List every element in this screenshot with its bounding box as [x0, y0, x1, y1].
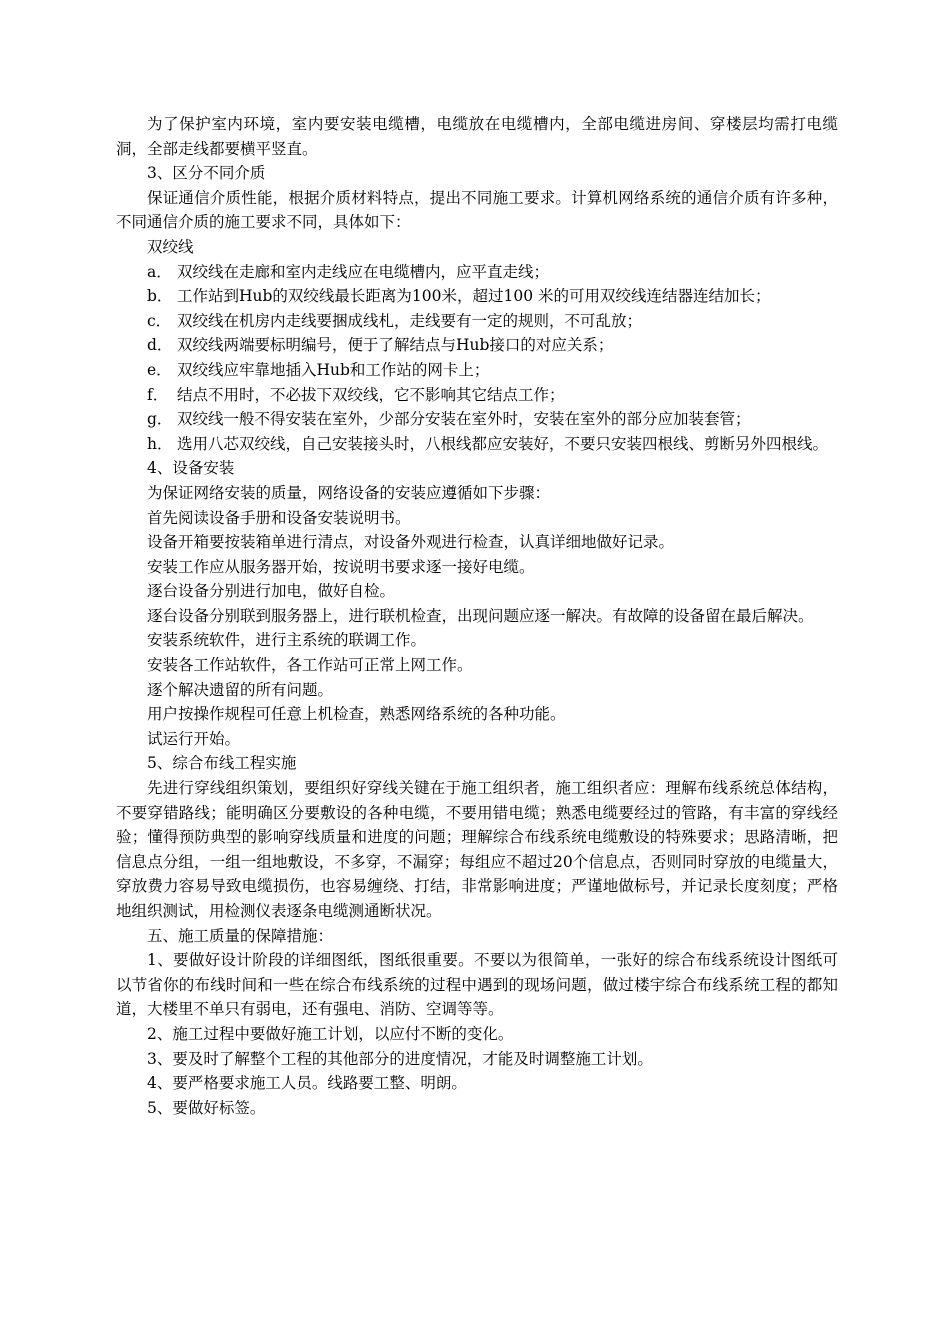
document-page — [116, 112, 838, 1120]
paragraph: 逐台设备分别进行加电，做好自检。 — [147, 582, 396, 601]
paragraph: 用户按操作规程可任意上机检查，熟悉网络系统的各种功能。 — [147, 705, 566, 724]
list-item — [116, 358, 838, 383]
section-heading: 五、施工质量的保障措施： — [147, 926, 334, 945]
list-item-text: 双绞线在走廊和室内走线应在电缆槽内，应平直走线； — [177, 262, 550, 281]
paragraph: 逐台设备分别联到服务器上，进行联机检查，出现问题应逐一解决。有故障的设备留在最后解决。 — [147, 606, 814, 625]
list-item — [116, 260, 838, 285]
list-marker: b． — [147, 287, 173, 306]
paragraph: 安装系统软件，进行主系统的联调工作。 — [147, 631, 427, 650]
paragraph: 3、要及时了解整个工程的其他部分的进度情况，才能及时调整施工计划。 — [147, 1049, 653, 1068]
paragraph: 先进行穿线组织策划，要组织好穿线关键在于施工组织者，施工组织者应：理解布线系统总体结构，不要穿错路线；能明确区分要敷设的各种电缆，不要用错电缆；熟悉电缆要经过的管路，有丰富的穿线经验；懂得预防典型的影响穿线质量和进度的问题；理解综合布线系统电缆敷设的特殊要求；思路清晰，把信息点分组，一组一组地敷设，不多穿，不漏穿；每组应不超过20个信息点，否则同时穿放的电缆量大，穿放费力容易导致电缆损伤，也容易缠绕、打结，非常影响进度；严谨地做标号，并记录长度刻度；严格地组织测试，用检测仪表逐条电缆测通断状况。 — [116, 779, 838, 920]
paragraph: 逐个解决遗留的所有问题。 — [147, 680, 334, 699]
list-item — [116, 432, 838, 457]
paragraph: 安装各工作站软件，各工作站可正常上网工作。 — [147, 656, 473, 675]
paragraph: 首先阅读设备手册和设备安装说明书。 — [147, 508, 411, 527]
list-item-text: 双绞线一般不得安装在室外，少部分安装在室外时，安装在室外的部分应加装套管； — [177, 410, 751, 429]
list-item — [116, 284, 838, 309]
paragraph: 为了保护室内环境，室内要安装电缆槽，电缆放在电缆槽内，全部电缆进房间、穿楼层均需打电缆洞，全部走线都要横平竖直。 — [116, 115, 838, 158]
paragraph: 试运行开始。 — [147, 729, 241, 748]
section-heading: 4、设备安装 — [147, 459, 235, 478]
paragraph: 4、要严格要求施工人员。线路要工整、明朗。 — [147, 1074, 467, 1093]
subheading: 双绞线 — [147, 237, 194, 256]
list-marker: f． — [147, 385, 169, 404]
paragraph: 为保证网络安装的质量，网络设备的安装应遵循如下步骤： — [147, 483, 551, 502]
list-item-text: 双绞线在机房内走线要捆成线札，走线要有一定的规则，不可乱放； — [177, 311, 643, 330]
paragraph: 1、要做好设计阶段的详细图纸，图纸很重要。不要以为很简单，一张好的综合布线系统设计图纸可以节省你的布线时间和一些在综合布线系统的过程中遇到的现场问题，做过楼宇综合布线系统工程的都知道，大楼里不单只有弱电，还有强电、消防、空调等等。 — [116, 951, 838, 1019]
paragraph: 安装工作应从服务器开始，按说明书要求逐一接好电缆。 — [147, 557, 535, 576]
list-item-text: 双绞线两端要标明编号，便于了解结点与Hub接口的对应关系； — [177, 336, 614, 355]
list-item-text: 双绞线应牢靠地插入Hub和工作站的网卡上； — [177, 360, 490, 379]
section-heading: 3、区分不同介质 — [147, 164, 266, 183]
list-item-text: 结点不用时，不必拔下双绞线，它不影响其它结点工作； — [177, 385, 565, 404]
paragraph: 保证通信介质性能，根据介质材料特点，提出不同施工要求。计算机网络系统的通信介质有许多种，不同通信介质的施工要求不同，具体如下： — [116, 188, 838, 232]
list-marker: d． — [147, 336, 173, 355]
list-item — [116, 383, 838, 408]
list-marker: a． — [147, 262, 172, 281]
list-item — [116, 407, 838, 432]
paragraph: 2、施工过程中要做好施工计划，以应付不断的变化。 — [147, 1024, 514, 1043]
list-item-text: 工作站到Hub的双绞线最长距离为100米，超过100 米的可用双绞线连结器连结加长； — [177, 287, 771, 306]
list-item — [116, 333, 838, 358]
paragraph: 5、要做好标签。 — [147, 1098, 266, 1117]
section-heading: 5、综合布线工程实施 — [147, 754, 297, 773]
list-item-text: 选用八芯双绞线，自己安装接头时，八根线都应安装好，不要只安装四根线、剪断另外四根线。 — [177, 434, 829, 453]
paragraph: 设备开箱要按装箱单进行清点，对设备外观进行检查，认真详细地做好记录。 — [147, 533, 675, 552]
list-marker: g． — [147, 410, 173, 429]
list-item — [116, 309, 838, 334]
list-marker: e． — [147, 360, 172, 379]
list-marker: c． — [147, 311, 172, 330]
list-marker: h． — [147, 434, 173, 453]
